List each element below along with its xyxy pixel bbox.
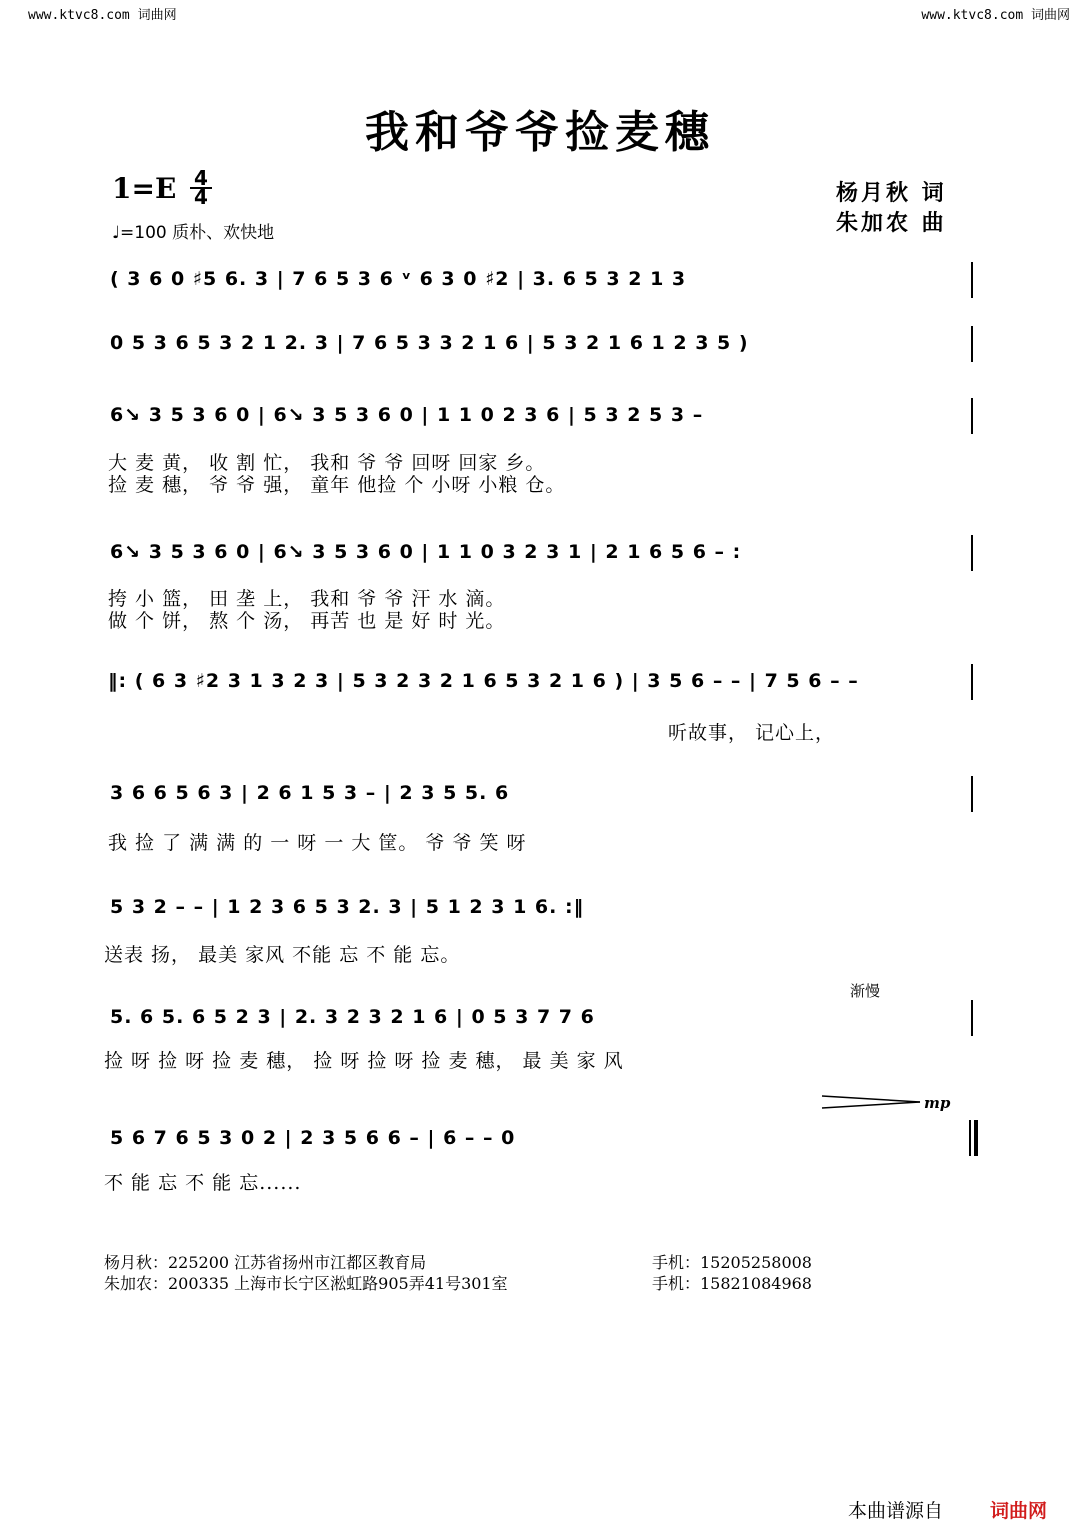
barline [971, 776, 973, 812]
score-line-7: 5 3 2 – – | 1 2 3 6 5 3 2. 3 | 5 1 2 3 1 6. :‖ [110, 896, 585, 918]
contact-lyricist-phone: 手机：15205258008 [652, 1253, 812, 1272]
time-signature-bottom: 4 [190, 187, 212, 206]
contact-composer: 朱加农：200335 上海市长宁区淞虹路905弄41号301室 [104, 1274, 508, 1293]
lyrics-verse1-line1: 大 麦 黄， 收 割 忙， 我和 爷 爷 回呀 回家 乡。 [108, 452, 546, 474]
score-line-5: ‖: ( 6 3 ♯2 3 1 3 2 3 | 5 3 2 3 2 1 6 5 3 2 1 6 ) | 3 5 6 – – | 7 5 6 – – [108, 670, 859, 692]
lyrics-verse1-line2: 挎 小 篮， 田 垄 上， 我和 爷 爷 汗 水 滴。 [108, 588, 506, 610]
barline [971, 262, 973, 298]
lyrics-line4: 我 捡 了 满 满 的 一 呀 一 大 筐。 爷 爷 笑 呀 [108, 832, 527, 854]
lyrics-line3: 听故事， 记心上， [668, 722, 836, 744]
score-line-2: 0 5 3 6 5 3 2 1 2. 3 | 7 6 5 3 3 2 1 6 | 5 3 2 1 6 1 2 3 5 ) [110, 332, 749, 354]
final-barline-thin [969, 1120, 971, 1156]
score-line-6: 3 6 6 5 6 3 | 2 6 1 5 3 – | 2 3 5 5. 6 [110, 782, 510, 804]
source-label: 本曲谱源自 [848, 1500, 944, 1522]
barline [971, 398, 973, 434]
final-barline-thick [974, 1120, 978, 1156]
ritardando-marking: 渐慢 [850, 982, 881, 1000]
score-line-1: ( 3 6 0 ♯5 6. 3 | 7 6 5 3 6 ᵛ 6 3 0 ♯2 | 3. 6 5 3 2 1 3 [110, 268, 687, 290]
lyrics-line6: 捡 呀 捡 呀 捡 麦 穗， 捡 呀 捡 呀 捡 麦 穗， 最 美 家 风 [104, 1050, 624, 1072]
site-watermark-left[interactable]: www.ktvc8.com 词曲网 [28, 8, 177, 23]
lyricist-credit: 杨月秋 词 [836, 180, 947, 206]
key-signature: 1=E [112, 172, 177, 205]
source-brand-link[interactable]: 词曲网 [990, 1500, 1048, 1522]
lyrics-line7: 不 能 忘 不 能 忘...... [104, 1172, 302, 1194]
barline [971, 326, 973, 362]
diminuendo-hairpin [820, 1094, 930, 1110]
lyrics-verse2-line1: 捡 麦 穗， 爷 爷 强， 童年 他捡 个 小呀 小粮 仓。 [108, 474, 566, 496]
score-line-9: 5 6 7 6 5 3 0 2 | 2 3 5 6 6 – | 6 – – 0 [110, 1127, 516, 1149]
score-line-8: 5. 6 5. 6 5 2 3 | 2. 3 2 3 2 1 6 | 0 5 3 7 7 6 [110, 1006, 595, 1028]
tempo-marking: ♩=100 质朴、欢快地 [112, 223, 275, 243]
lyrics-verse2-line2: 做 个 饼， 熬 个 汤， 再苦 也 是 好 时 光。 [108, 610, 506, 632]
page-title: 我和爷爷捡麦穗 [365, 107, 715, 158]
mp-dynamic: mp [924, 1094, 951, 1112]
barline [971, 664, 973, 700]
site-watermark-right[interactable]: www.ktvc8.com 词曲网 [921, 8, 1070, 23]
barline [971, 535, 973, 571]
score-line-4: 6↘ 3 5 3 6 0 | 6↘ 3 5 3 6 0 | 1 1 0 3 2 3 1 | 2 1 6 5 6 – : [110, 541, 742, 563]
composer-credit: 朱加农 曲 [836, 210, 947, 236]
time-signature-top: 4 [194, 166, 208, 190]
time-signature [190, 166, 212, 209]
contact-lyricist: 杨月秋：225200 江苏省扬州市江都区教育局 [104, 1253, 427, 1272]
barline [971, 1000, 973, 1036]
score-line-3: 6↘ 3 5 3 6 0 | 6↘ 3 5 3 6 0 | 1 1 0 2 3 6 | 5 3 2 5 3 – [110, 404, 704, 426]
contact-composer-phone: 手机：15821084968 [652, 1274, 812, 1293]
lyrics-line5: 送表 扬， 最美 家风 不能 忘 不 能 忘。 [104, 944, 461, 966]
